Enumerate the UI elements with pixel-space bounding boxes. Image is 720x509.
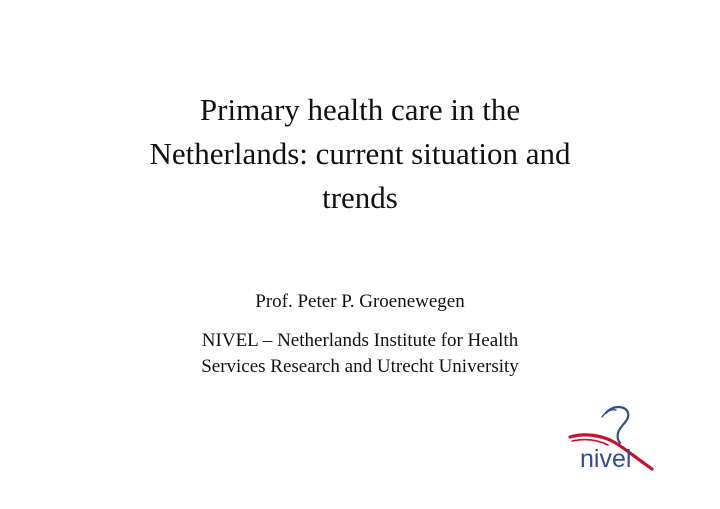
presenter-name: Prof. Peter P. Groenewegen bbox=[255, 291, 465, 312]
slide-title-line-2: Netherlands: current situation and bbox=[149, 136, 571, 171]
slide-title bbox=[60, 88, 660, 220]
slide-title-line-1: Primary health care in the bbox=[199, 92, 521, 127]
slide-title-line-3: trends bbox=[322, 180, 398, 215]
nivel-logo bbox=[566, 403, 658, 479]
affiliation-line-1: NIVEL – Netherlands Institute for Health bbox=[201, 330, 519, 351]
affiliation-line-2: Services Research and Utrecht University bbox=[201, 356, 519, 377]
nivel-logo-text: nivel bbox=[580, 445, 632, 473]
presenter-affiliation bbox=[60, 328, 660, 380]
